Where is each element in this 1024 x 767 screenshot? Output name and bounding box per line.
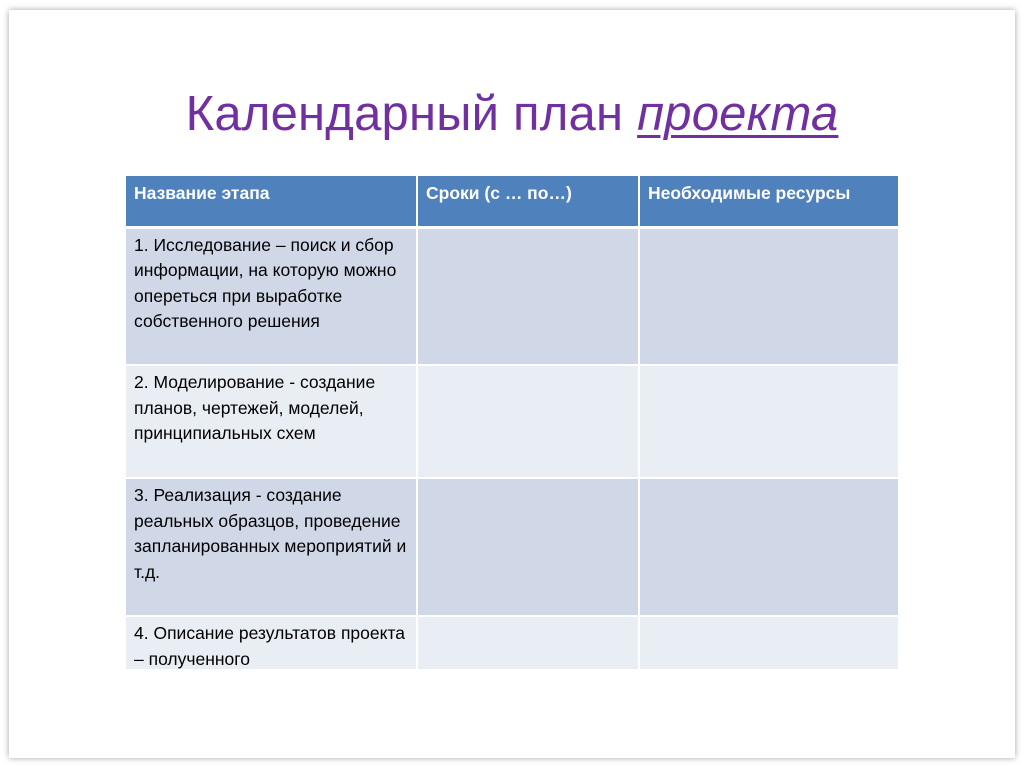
table-row: [126, 478, 898, 616]
table-row: [126, 227, 898, 365]
slide-title-main: Календарный план: [185, 87, 638, 141]
table-row: [126, 365, 898, 478]
header-stage-name: Название этапа: [126, 176, 417, 227]
stage-name-cell: 1. Исследование – поиск и сбор информации, на которую можно опереться при выработке собственного решения: [126, 227, 417, 365]
resources-cell: [639, 365, 898, 478]
stage-name-cell: 3. Реализация - создание реальных образцов, проведение запланированных мероприятий и т.д.: [126, 478, 417, 616]
schedule-table: [126, 176, 898, 669]
slide-title-emphasis: проекта: [637, 87, 839, 141]
schedule-table-container: [126, 176, 898, 669]
header-resources: Необходимые ресурсы: [639, 176, 898, 227]
slide: [9, 10, 1015, 758]
table-row: [126, 616, 898, 669]
stage-name-cell: 4. Описание результатов проекта – полученного: [126, 616, 417, 669]
dates-cell: [417, 616, 639, 669]
dates-cell: [417, 365, 639, 478]
stage-name-cell: 2. Моделирование - создание планов, чертежей, моделей, принципиальных схем: [126, 365, 417, 478]
resources-cell: [639, 616, 898, 669]
dates-cell: [417, 227, 639, 365]
header-dates: Сроки (с … по…): [417, 176, 639, 227]
slide-title: [9, 86, 1015, 142]
dates-cell: [417, 478, 639, 616]
resources-cell: [639, 478, 898, 616]
resources-cell: [639, 227, 898, 365]
table-header-row: [126, 176, 898, 227]
